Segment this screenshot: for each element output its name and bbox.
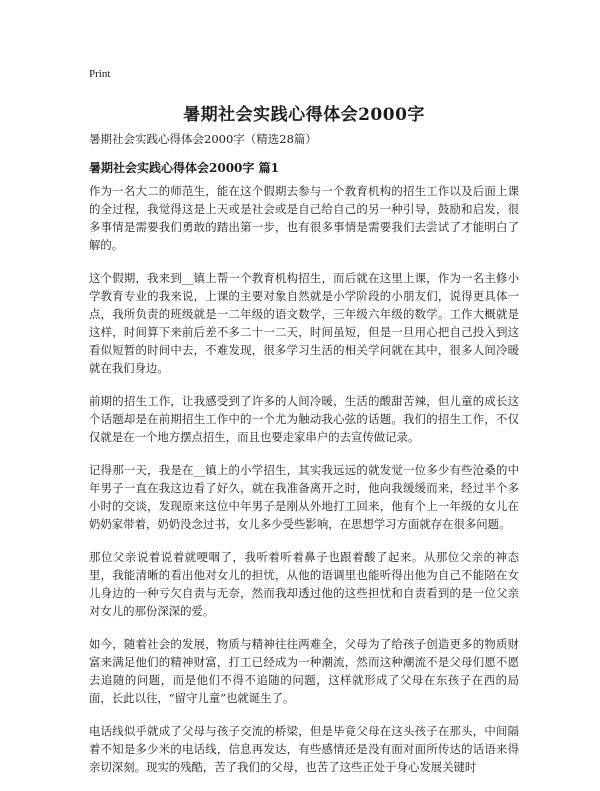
- paragraph: 那位父亲说着说着就哽咽了，我听着听着鼻子也跟着酸了起来。从那位父亲的神态里，我能清晰的看出他对女儿的担忧，从他的语调里也能听得出他为自己不能陪在女儿身边的一种亏欠自责与无奈，然而我却透过他的这些担忧和自责看到的是一位父亲对女儿的那份深深的爱。: [89, 550, 519, 618]
- paragraph: 电话线似乎就成了父母与孩子交流的桥梁，但是毕竟父母在这头孩子在那头，中间隔着不知是多少米的电话线，信息再发达，有些感情还是没有面对面所传达的话语来得亲切深刻。现实的残酷，苦了我们的父母，也苦了这些正处于身心发展关键时: [89, 724, 519, 774]
- body-text: [89, 182, 519, 791]
- paragraph: 如今，随着社会的发展，物质与精神往往两难全，父母为了给孩子创造更多的物质财富来满足他们的精神财富，打工已经成为一种潮流，然而这种潮流不是父母们愿不愿去追随的问题，而是他们不得不追随的问题，这样就形成了父母在东孩子在西的局面，长此以往，“留守儿童”也就诞生了。: [89, 637, 519, 705]
- page-subtitle: 暑期社会实践心得体会2000字（精选28篇）: [89, 132, 317, 146]
- section-heading: 暑期社会实践心得体会2000字 篇1: [89, 161, 279, 175]
- paragraph: 前期的招生工作，让我感受到了许多的人间冷暖，生活的酸甜苦辣，但儿童的成长这个话题却是在前期招生工作中的一个尤为触动我心弦的话题。我们的招生工作，不仅仅就是在一个地方摆点招生，而且也要走家串户的去宣传做记录。: [89, 394, 519, 444]
- print-label: Print: [89, 68, 111, 80]
- page-title: 暑期社会实践心得体会2000字: [183, 105, 425, 125]
- paragraph: 记得那一天，我是在__镇上的小学招生，其实我远远的就发觉一位多少有些沧桑的中年男子一直在我这边看了好久，就在我准备离开之时，他向我缓缓而来，经过半个多小时的交谈，发现原来这位中年男子是刚从外地打工回来，他有个上一年级的女儿在奶奶家带着，奶奶没念过书，女儿多少受些影响，在思想学习方面就存在很多问题。: [89, 463, 519, 531]
- paragraph: 作为一名大二的师范生，能在这个假期去参与一个教育机构的招生工作以及后面上课的全过程，我觉得这是上天或是社会或是自己给自己的另一种引导，鼓励和启发，很多事情是需要我们勇敢的踏出第一步，也有很多事情是需要我们去尝试了才能明白了解的。: [89, 184, 519, 252]
- paragraph: 这个假期，我来到__镇上帮一个教育机构招生，而后就在这里上课，作为一名主修小学教育专业的我来说，上课的主要对象自然就是小学阶段的小朋友们，说得更具体一点，我所负责的班级就是一二年级的语文数学，三年级六年级的数学。工作大概就是这样，时间算下来前后差不多二十一二天，时间虽短，但是一旦用心把自己投入到这看似短暂的时间中去，不难发现，很多学习生活的相关学问就在其中，很多人间冷暖就在我们身边。: [89, 271, 519, 375]
